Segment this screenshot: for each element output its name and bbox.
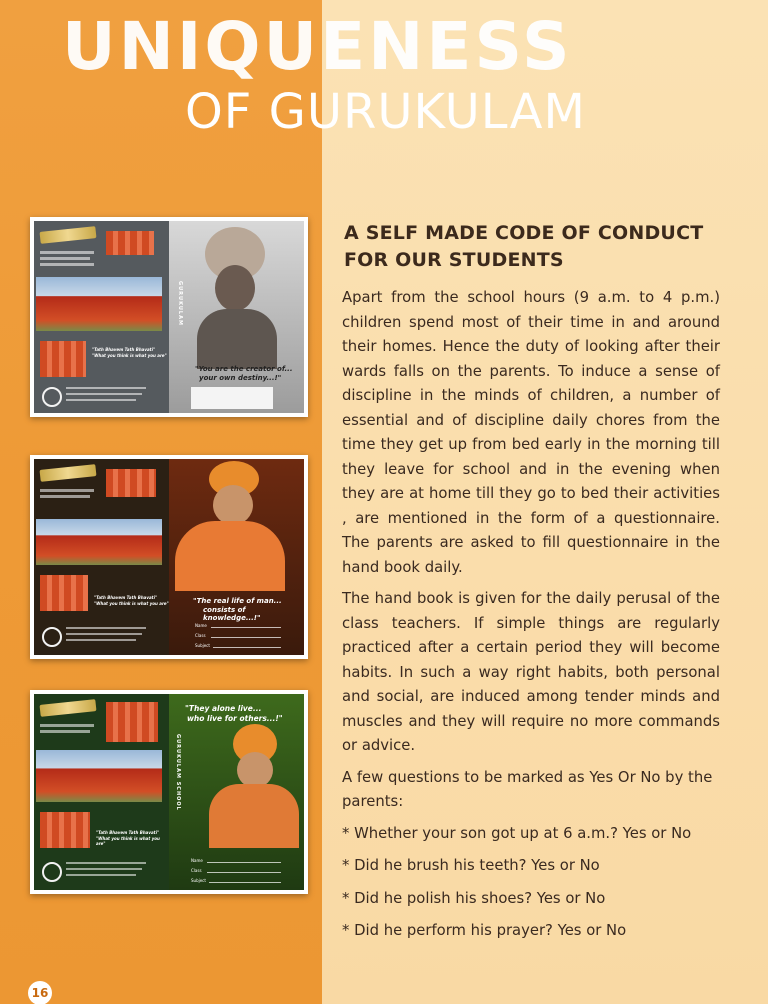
- handbook-cover-1: [30, 217, 308, 417]
- school-building-photo: [36, 750, 162, 802]
- form-label-class: Class: [195, 633, 206, 638]
- school-building-photo: [36, 519, 162, 565]
- cover-back: [34, 694, 169, 890]
- school-logo-icon: [42, 862, 62, 882]
- cover-back-quote-2: "What you think is what you are": [94, 601, 169, 606]
- cover-spine-text: GURUKULAM: [177, 281, 183, 326]
- question-item: * Did he brush his teeth? Yes or No: [342, 857, 600, 874]
- portrait-face: [215, 265, 255, 311]
- cover-back-quote: "Tath Bhavem Tath Bhavati": [94, 595, 158, 600]
- portrait-robe: [197, 309, 277, 369]
- banner-ribbon: [40, 699, 97, 717]
- cover-back: [34, 221, 169, 413]
- cover-back: [34, 459, 169, 655]
- portrait-face: [237, 752, 273, 788]
- form-label-name: Name: [195, 623, 207, 628]
- cover-back-quote: "Tath Bhavem Tath Bhavati": [92, 347, 156, 352]
- cover-spine-text: GURUKULAM SCHOOL: [175, 734, 181, 811]
- question-item: * Whether your son got up at 6 a.m.? Yes or No: [342, 824, 692, 842]
- school-logo-icon: [42, 627, 62, 647]
- school-building-photo: [36, 277, 162, 331]
- form-label-name: Name: [191, 858, 203, 863]
- paragraph-2: The hand book is given for the daily perusal of the class teachers. If simple things are regularly practiced after a certain period they will become habits. In such a way right habits, both personal and social, are induced among tender minds and muscles and they will require no more commands or advice.: [342, 590, 720, 754]
- cover-name-form: [191, 387, 273, 409]
- cover-front: [169, 221, 304, 413]
- cover-quote-line-1: "They alone live...: [185, 704, 262, 713]
- cover-quote-line-2: consists of knowledge...!": [203, 606, 261, 622]
- question-item: * Did he polish his shoes? Yes or No: [342, 889, 606, 907]
- paragraph-3: A few questions to be marked as Yes Or No by the parents:: [342, 768, 713, 810]
- cover-back-quote-2: "What you think is what you are": [96, 836, 160, 846]
- cover-front: [169, 459, 304, 655]
- page-number: 16: [28, 981, 52, 1005]
- form-label-class: Class: [191, 868, 202, 873]
- students-photo: [106, 231, 154, 255]
- heading-line-2: FOR OUR STUDENTS: [344, 249, 564, 271]
- portrait-face: [213, 485, 253, 525]
- heading-line-1: A SELF MADE CODE OF CONDUCT: [344, 222, 704, 244]
- cover-quote-line-2: who live for others...!": [187, 714, 283, 723]
- question-item: * Did he perform his prayer? Yes or No: [342, 922, 627, 939]
- form-label-subject: Subject: [191, 878, 206, 883]
- students-photo: [40, 341, 86, 377]
- handbook-cover-3: [30, 690, 308, 894]
- body-text: [342, 286, 720, 952]
- handbook-cover-2: [30, 455, 308, 659]
- form-label-subject: Subject: [195, 643, 210, 648]
- section-heading: [344, 220, 739, 274]
- paragraph-1: Apart from the school hours (9 a.m. to 4 p.m.) children spend most of their time in and around their homes. Hence the duty of looking after their wards falls on the parents. To induce a sense of discipline in the minds of children, a number of essential and of discipline daily chores from the time they get up from bed early in the morning till they leave for school and in the evening when they are at home till they go to bed their activities , are mentioned in the form of a questionnaire. The parents are asked to fill questionnaire in the hand book daily.: [342, 289, 720, 576]
- page-title: UNIQUENESS: [62, 8, 573, 85]
- school-logo-icon: [42, 387, 62, 407]
- banner-ribbon: [40, 464, 97, 482]
- students-photo: [106, 702, 158, 742]
- question-list: [342, 822, 720, 944]
- cover-quote-line-1: "You are the creator of...: [195, 365, 293, 373]
- cover-quote-line-1: "The real life of man...: [193, 597, 282, 605]
- students-photo: [40, 575, 88, 611]
- portrait-robe: [175, 521, 285, 591]
- page-subtitle: OF GURUKULAM: [185, 84, 586, 140]
- cover-back-quote-2: "What you think is what you are": [92, 353, 167, 358]
- portrait-robe: [209, 784, 299, 848]
- banner-ribbon: [40, 226, 97, 244]
- students-photo: [106, 469, 156, 497]
- students-photo: [40, 812, 90, 848]
- cover-back-quote: "Tath Bhavem Tath Bhavati": [96, 830, 160, 835]
- cover-front: [169, 694, 304, 890]
- cover-quote-line-2: your own destiny...!": [199, 374, 282, 382]
